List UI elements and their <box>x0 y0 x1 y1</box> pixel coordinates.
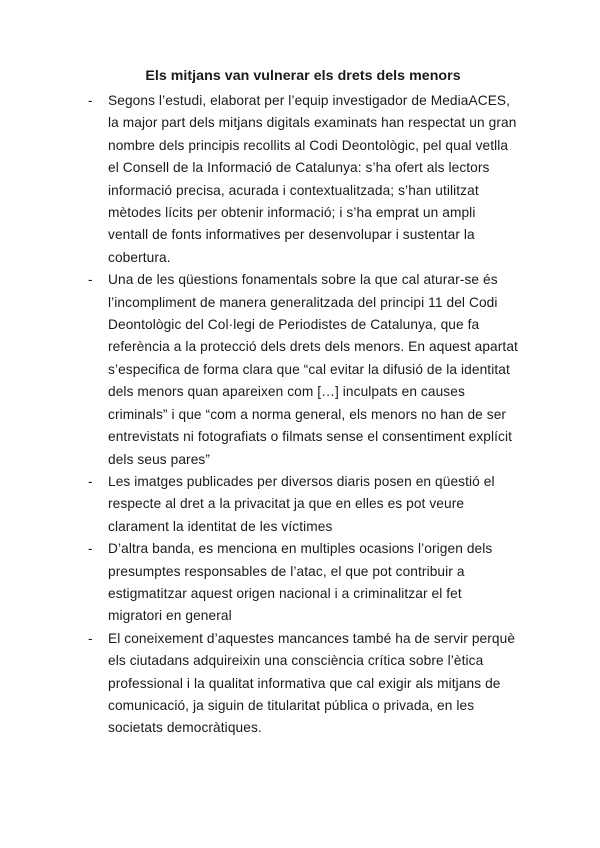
bullet-text: El coneixement d’aquestes mancances també ha de servir perquè els ciutadans adquireixin una consciència crítica sobre l’ètica professional i la qualitat informativa que cal exigir als mitjans de comunicació, ja siguin de titularitat pública o privada, en les societats democràtiques. <box>108 630 516 736</box>
bullet-text: Una de les qüestions fonamentals sobre la que cal aturar-se és l’incompliment de manera generalitzada del principi 11 del Codi Deontològic del Col·legi de Periodistes de Catalunya, que fa referència a la protecció dels drets dels menors. En aquest apartat s’especifica de forma clara que “cal evitar la difusió de la identitat dels menors quan apareixen com […] inculpats en causes criminals” i que “com a norma general, els menors no han de ser entrevistats ni fotografiats o filmats sense el consentiment explícit dels seus pares” <box>108 272 518 467</box>
bullet-marker: - <box>88 93 93 108</box>
bullet-text: Les imatges publicades per diversos diaris posen en qüestió el respecte al dret a la privacitat ja que en elles es pot veure clarament la identitat de les víctimes <box>108 473 495 534</box>
bullet-text: D’altra banda, es menciona en multiples ocasions l’origen dels presumptes responsables de l’atac, el que pot contribuir a estigmatitzar aquest origen nacional i a criminalitzar el fet migratori en general <box>108 541 493 624</box>
bullet-item <box>88 471 518 538</box>
bullet-item <box>88 628 518 740</box>
bullet-marker: - <box>88 630 93 646</box>
bullet-text: Segons l’estudi, elaborat per l’equip investigador de MediaACES, la major part dels mitjans digitals examinats han respectat un gran nombre dels principis recollits al Codi Deontològic, pel qual vetlla el Consell de la Informació de Catalunya: s’ha ofert als lectors informació precisa, acurada i contextualitzada; s’han utilitzat mètodes lícits per obtenir informació; i s’ha emprat un ampli ventall de fonts informatives per desenvolupar i sustentar la cobertura. <box>108 93 517 265</box>
bullet-marker: - <box>88 473 93 489</box>
bullet-list <box>88 90 518 740</box>
document-title: Els mitjans van vulnerar els drets dels menors <box>145 68 461 84</box>
bullet-marker: - <box>88 272 93 288</box>
bullet-item <box>88 538 518 628</box>
bullet-item <box>88 269 518 471</box>
bullet-item <box>88 90 518 269</box>
bullet-marker: - <box>88 541 93 557</box>
